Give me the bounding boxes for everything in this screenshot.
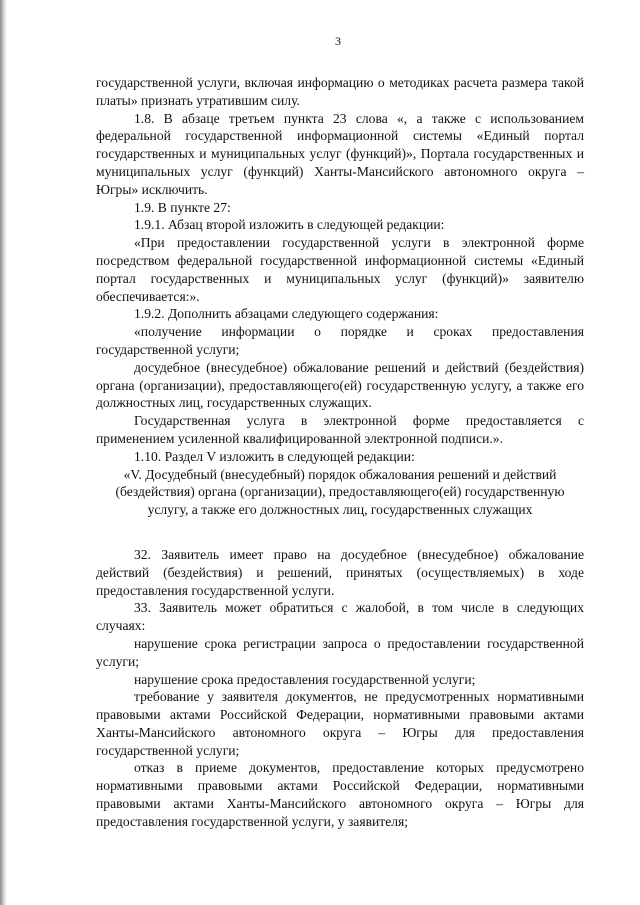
spacer xyxy=(96,519,584,546)
document-body xyxy=(96,74,584,831)
paragraph: досудебное (внесудебное) обжалование решений и действий (бездействия) органа (организации), предоставляющего(ей) государственную услугу, а также его должностных лиц, государственных служащих. xyxy=(96,359,584,411)
paragraph: 1.9.2. Дополнить абзацами следующего содержания: xyxy=(134,306,439,322)
clause-paragraph: нарушение срока регистрации запроса о предоставлении государственной услуги; xyxy=(96,635,584,669)
paragraph: 1.9.1. Абзац второй изложить в следующей редакции: xyxy=(134,217,445,233)
clause-paragraph: 32. Заявитель имеет право на досудебное (внесудебное) обжалование действий (бездействия) и решений, принятых (осуществляемых) в ходе предоставления государственной услуги. xyxy=(96,546,584,598)
clause-paragraph: нарушение срока предоставления государственной услуги; xyxy=(134,671,476,687)
clause-paragraph: 33. Заявитель может обратиться с жалобой, в том числе в следующих случаях: xyxy=(96,600,584,634)
scan-binding-edge xyxy=(0,0,7,905)
paragraph: государственной услуги, включая информацию о методиках расчета размера такой платы» признать утратившим силу. xyxy=(96,75,584,108)
paragraph: «получение информации о порядке и сроках предоставления государственной услуги; xyxy=(96,324,584,357)
paragraph: 1.10. Раздел V изложить в следующей редакции: xyxy=(134,448,415,464)
page-number: 3 xyxy=(335,34,341,48)
paragraph: 1.8. В абзаце третьем пункта 23 слова «, а также с использованием федеральной государственной информационной системы «Единый портал государственных и муниципальных услуг (функций)», Портала государственных и муниципальных услуг (функций) Ханты-Мансийского автономного округа – Югры» исключить. xyxy=(96,110,584,197)
paragraph: «При предоставлении государственной услуги в электронной форме посредством федеральной государственной информационной системы «Единый портал государственных и муниципальных услуг (функций)» заявителю обеспечивается:». xyxy=(96,235,584,304)
paragraph: 1.9. В пункте 27: xyxy=(134,199,231,215)
clause-paragraph: требование у заявителя документов, не предусмотренных нормативными правовыми актами Российской Федерации, нормативными правовыми актами Ханты-Мансийского автономного округа – Югры для предоставления государственной услуги; xyxy=(96,689,584,758)
clause-paragraph: отказ в приеме документов, предоставление которых предусмотрено нормативными правовыми актами Российской Федерации, нормативными правовыми актами Ханты-Мансийского автономного округа – Югры для предоставления государственной услуги, у заявителя; xyxy=(96,760,584,829)
section-heading: «V. Досудебный (внесудебный) порядок обжалования решений и действий (бездействия) органа (организации), предоставляющего(ей) государственную услугу, а также его должностных лиц, государственных служащих xyxy=(115,466,565,518)
paragraph: Государственная услуга в электронной форме предоставляется с применением усиленной квалифицированной электронной подписи.». xyxy=(96,413,584,446)
